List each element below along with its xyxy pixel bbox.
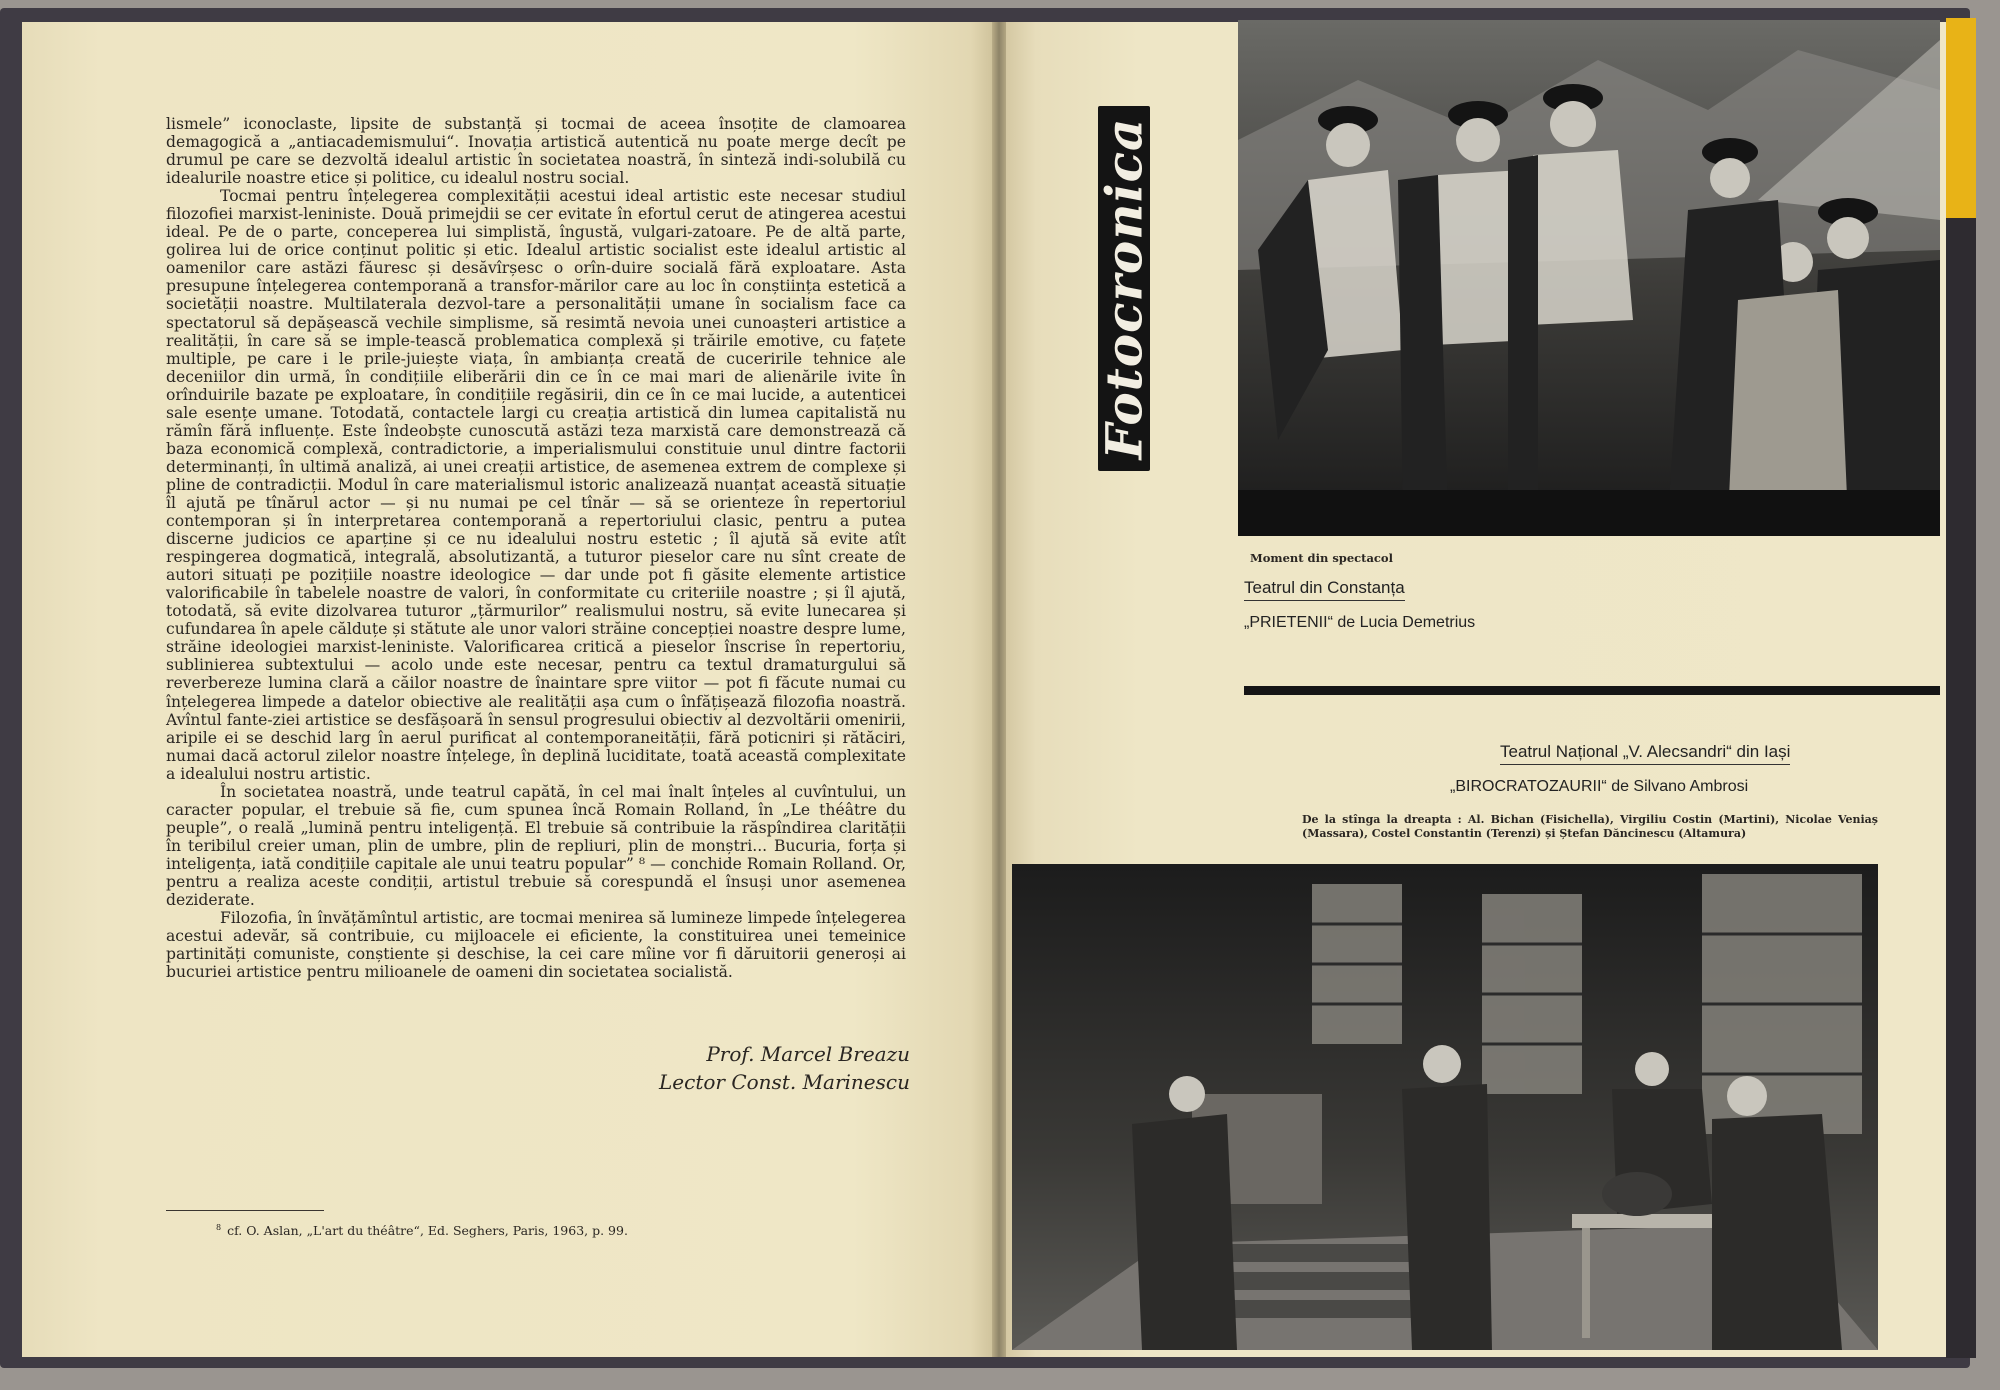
paragraph: În societatea noastră, unde teatrul capătă, în cel mai înalt înțeles al cuvîntului, un caracter popular, el trebuie să fie, cum spunea încă Romain Rolland, în „Le théâtre du peuple”, o reală „lumină pentru inteligență. El trebuie să contribuie la răspîndirea clarității în teribilul creier uman, plin de umbre, plin de repliuri, plin de monștri... Bucuria, forța și inteligența, iată condițiile capitale ale unui teatru popular” ⁸ — conchide Romain Rolland. Or, pentru a realiza aceste condiții, artistul trebuie să corespundă el însuși unor asemenea deziderate.: [166, 782, 906, 910]
photo1-theatre: Teatrul din Constanța: [1244, 578, 1405, 601]
footnote-marker: 8: [216, 1223, 222, 1232]
photo1-play: „PRIETENII“ de Lucia Demetrius: [1244, 614, 1476, 631]
footnote: [216, 1223, 628, 1238]
article-body: [166, 115, 906, 981]
photo-illustration: [1238, 20, 1940, 536]
author-signature: [600, 1040, 910, 1096]
stage-photo-birocratozaurii: [1012, 864, 1878, 1350]
section-label: [1094, 106, 1154, 471]
section-label-text: Fotocronica: [1094, 117, 1154, 460]
paragraph: Filozofia, în învățămîntul artistic, are tocmai menirea să lumineze limpede înțelegerea acestui adevăr, să contribuie, cu mijloacele ei eficiente, la constituirea unei temeinice partinități comuniste, conștiente și deschise, la cei care mîine vor fi dăruitorii generoși ai bucuriei artistice pentru milioanele de oameni din societatea socialistă.: [166, 909, 906, 982]
cover-edge: [1946, 218, 1976, 1358]
stage-photo-prietenii: [1238, 20, 1940, 536]
photo1-caption: Moment din spectacol: [1250, 551, 1393, 565]
author-line-1: Prof. Marcel Breazu: [706, 1042, 910, 1066]
paragraph: Tocmai pentru înțelegerea complexității acestui ideal artistic este necesar studiul filozofiei marxist-leniniste. Două primejdii se cer evitate în efortul cerut de atingerea acestui ideal. Pe de o parte, conceperea lui simplistă, îngustă, vulgari-zatoare. Pe de altă parte, golirea lui de orice conținut politic și etic. Idealul artistic socialist este idealul artistic al oamenilor care astăzi făuresc și desăvîrșesc o orîn-duire socială fără exploatare. Asta presupune înțelegerea contemporană a transfor-mărilor care au loc în conștiința estetică a societății noastre. Multilaterala dezvol-tare a personalității umane în socialism face ca spectatorul să depășească vechile simplisme, să resimtă nevoia unei cunoașteri artistice a realității, în care să se imple-tească problematica complexă și trăirile emotive, cu fațete multiple, pe care i le prile-juiește viața, în ambianța creată de cuceririle tehnice ale deceniilor din urmă, în condițiile eliberării din ce în ce mai mari de alienările ivite în orînduirile bazate pe exploatare, în condițiile regăsirii, din ce în ce mai lucide, a autenticei sale esențe umane. Totodată, contactele largi cu creația artistică din lumea capitalistă nu rămîn fără influențe. Este îndeobște cunoscută astăzi teza marxistă care demonstrează că baza economică complexă, contradictorie, a imperialismului constituie unul dintre factorii determinanți, în ultimă analiză, ai unei creații artistice, de asemenea extrem de complexe și pline de contradicții. Modul în care materialismul istoric analizează nuanțat această situație îl ajută pe tînărul actor — și nu numai pe cel tînăr — să se orienteze în repertoriul contemporan și în interpretarea contemporană a repertoriului clasic, pentru a putea discerne judicios ce aparține și ce nu idealului nostru estetic ; îl ajută să evite atît respingerea dogmatică, integrală, absolutizantă, a tuturor pieselor care nu sînt create de autori situați pe pozițiile noastre ideologice — dar unde pot fi găsite elemente artistice valorificabile în tabelele noastre de valori, în conformitate cu criteriile noastre ; și îl ajută, totodată, să evite dizolvarea tuturor „țărmurilor” realismului nostru, să evite lunecarea și cufundarea în apele călduțe și stătute ale unor valori străine concepției noastre despre lume, străine ideologiei marxist-leniniste. Valorificarea critică a pieselor înscrise în repertoriu, sublinierea subtextului — acolo unde este necesar, pentru ca textul dramaturgului să reverbereze lumina clară a căilor noastre de înaintare spre viitor — pot fi făcute numai cu înțelegerea limpede a datelor obiective ale realității așa cum o înfățișează filozofia noastră. Avîntul fante-ziei artistice se desfășoară în sensul progresului obiectiv al dezvoltării omenirii, aripile ei se deschid larg în aerul purificat al contemporaneității, fără poticniri și rătăciri, numai dacă actorul zilelor noastre înțelege, în deplină luciditate, toată această complexitate a idealului nostru artistic.: [166, 187, 906, 783]
photo2-play: „BIROCRATOZAURII“ de Silvano Ambrosi: [1450, 778, 1749, 795]
photo2-theatre: Teatrul Național „V. Alecsandri“ din Iași: [1500, 742, 1790, 765]
photo-illustration: [1012, 864, 1878, 1350]
footnote-rule: [166, 1210, 324, 1211]
section-divider: [1244, 686, 1940, 695]
author-line-2: Lector Const. Marinescu: [659, 1070, 910, 1094]
yellow-page-tab: [1946, 18, 1976, 218]
photo2-credits: De la stînga la dreapta : Al. Bichan (Fisichella), Virgiliu Costin (Martini), Nicolae Veniaș (Massara), Costel Constantin (Terenzi) și Ștefan Dăncinescu (Altamura): [1302, 813, 1878, 840]
paragraph: lismele” iconoclaste, lipsite de substanță și tocmai de aceea însoțite de clamoarea demagogică a „antiacademismului“. Inovația artistică autentică nu poate merge decît pe drumul pe care se dezvoltă idealul artistic în societatea noastră, în sinteză indi-solubilă cu idealurile noastre etice și politice, cu idealul nostru social.: [166, 115, 906, 188]
book-gutter: [992, 22, 1006, 1357]
footnote-text: cf. O. Aslan, „L'art du théâtre“, Ed. Seghers, Paris, 1963, p. 99.: [227, 1223, 628, 1239]
